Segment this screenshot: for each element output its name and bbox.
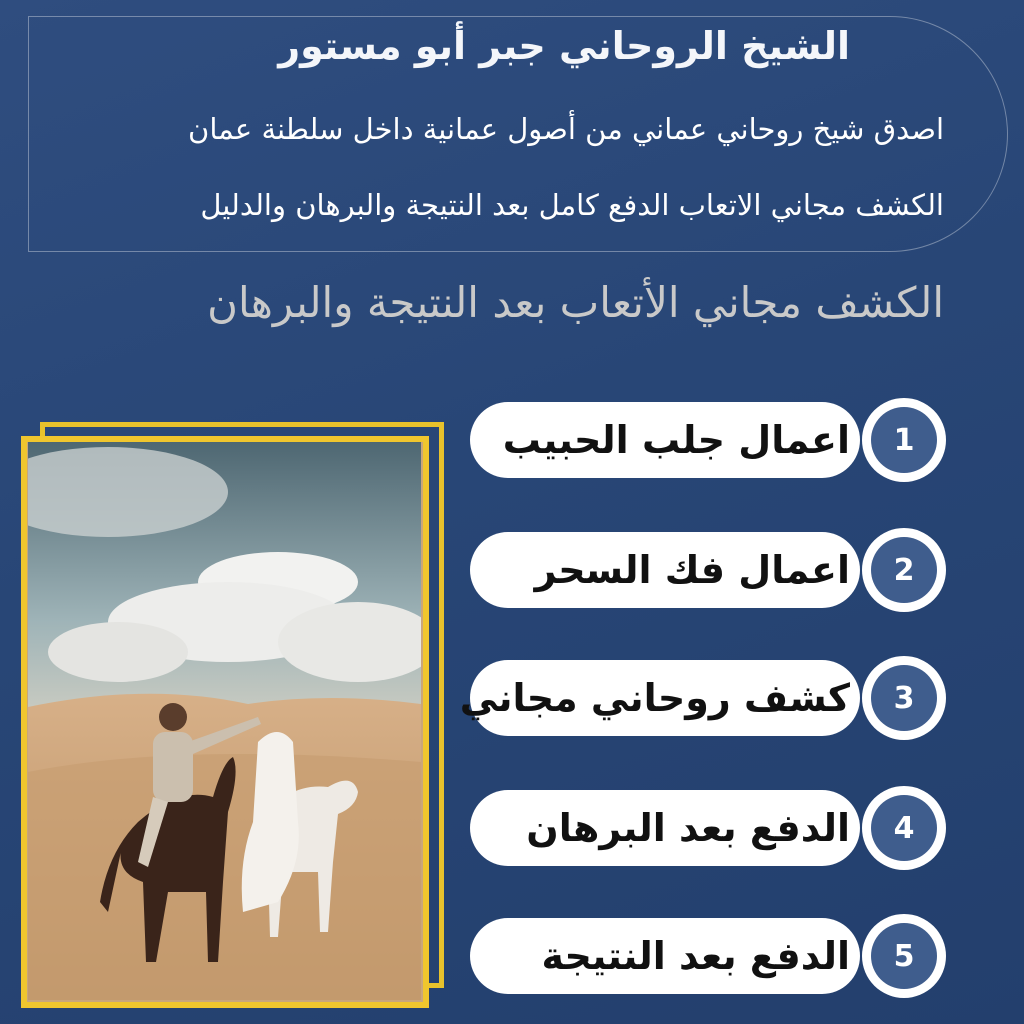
service-item-4 bbox=[470, 786, 948, 870]
service-pill bbox=[470, 532, 860, 608]
service-label: اعمال فك السحر bbox=[534, 548, 850, 592]
header-line-2: الكشف مجاني الاتعاب الدفع كامل بعد النتيجة والبرهان والدليل bbox=[200, 188, 944, 222]
service-label: كشف روحاني مجاني bbox=[459, 676, 850, 720]
service-pill bbox=[470, 402, 860, 478]
number-badge bbox=[862, 528, 946, 612]
service-label: الدفع بعد النتيجة bbox=[541, 934, 850, 978]
service-label: الدفع بعد البرهان bbox=[526, 806, 850, 850]
service-item-1 bbox=[470, 398, 948, 482]
number-badge bbox=[862, 786, 946, 870]
service-item-2 bbox=[470, 528, 948, 612]
service-pill bbox=[470, 918, 860, 994]
number-badge-value: 5 bbox=[871, 923, 937, 989]
desert-riders-photo bbox=[28, 442, 421, 1000]
header-line-1: اصدق شيخ روحاني عماني من أصول عمانية داخل سلطنة عمان bbox=[188, 112, 944, 146]
number-badge bbox=[862, 398, 946, 482]
service-pill bbox=[470, 790, 860, 866]
number-badge bbox=[862, 656, 946, 740]
subheadline: الكشف مجاني الأتعاب بعد النتيجة والبرهان bbox=[207, 278, 944, 327]
number-badge-value: 2 bbox=[871, 537, 937, 603]
service-pill bbox=[459, 660, 860, 736]
number-badge bbox=[862, 914, 946, 998]
service-label: اعمال جلب الحبيب bbox=[502, 418, 850, 462]
number-badge-value: 1 bbox=[871, 407, 937, 473]
service-item-5 bbox=[470, 914, 948, 998]
service-item-3 bbox=[459, 656, 948, 740]
page-title: الشيخ الروحاني جبر أبو مستور bbox=[278, 24, 850, 68]
number-badge-value: 4 bbox=[871, 795, 937, 861]
number-badge-value: 3 bbox=[871, 665, 937, 731]
